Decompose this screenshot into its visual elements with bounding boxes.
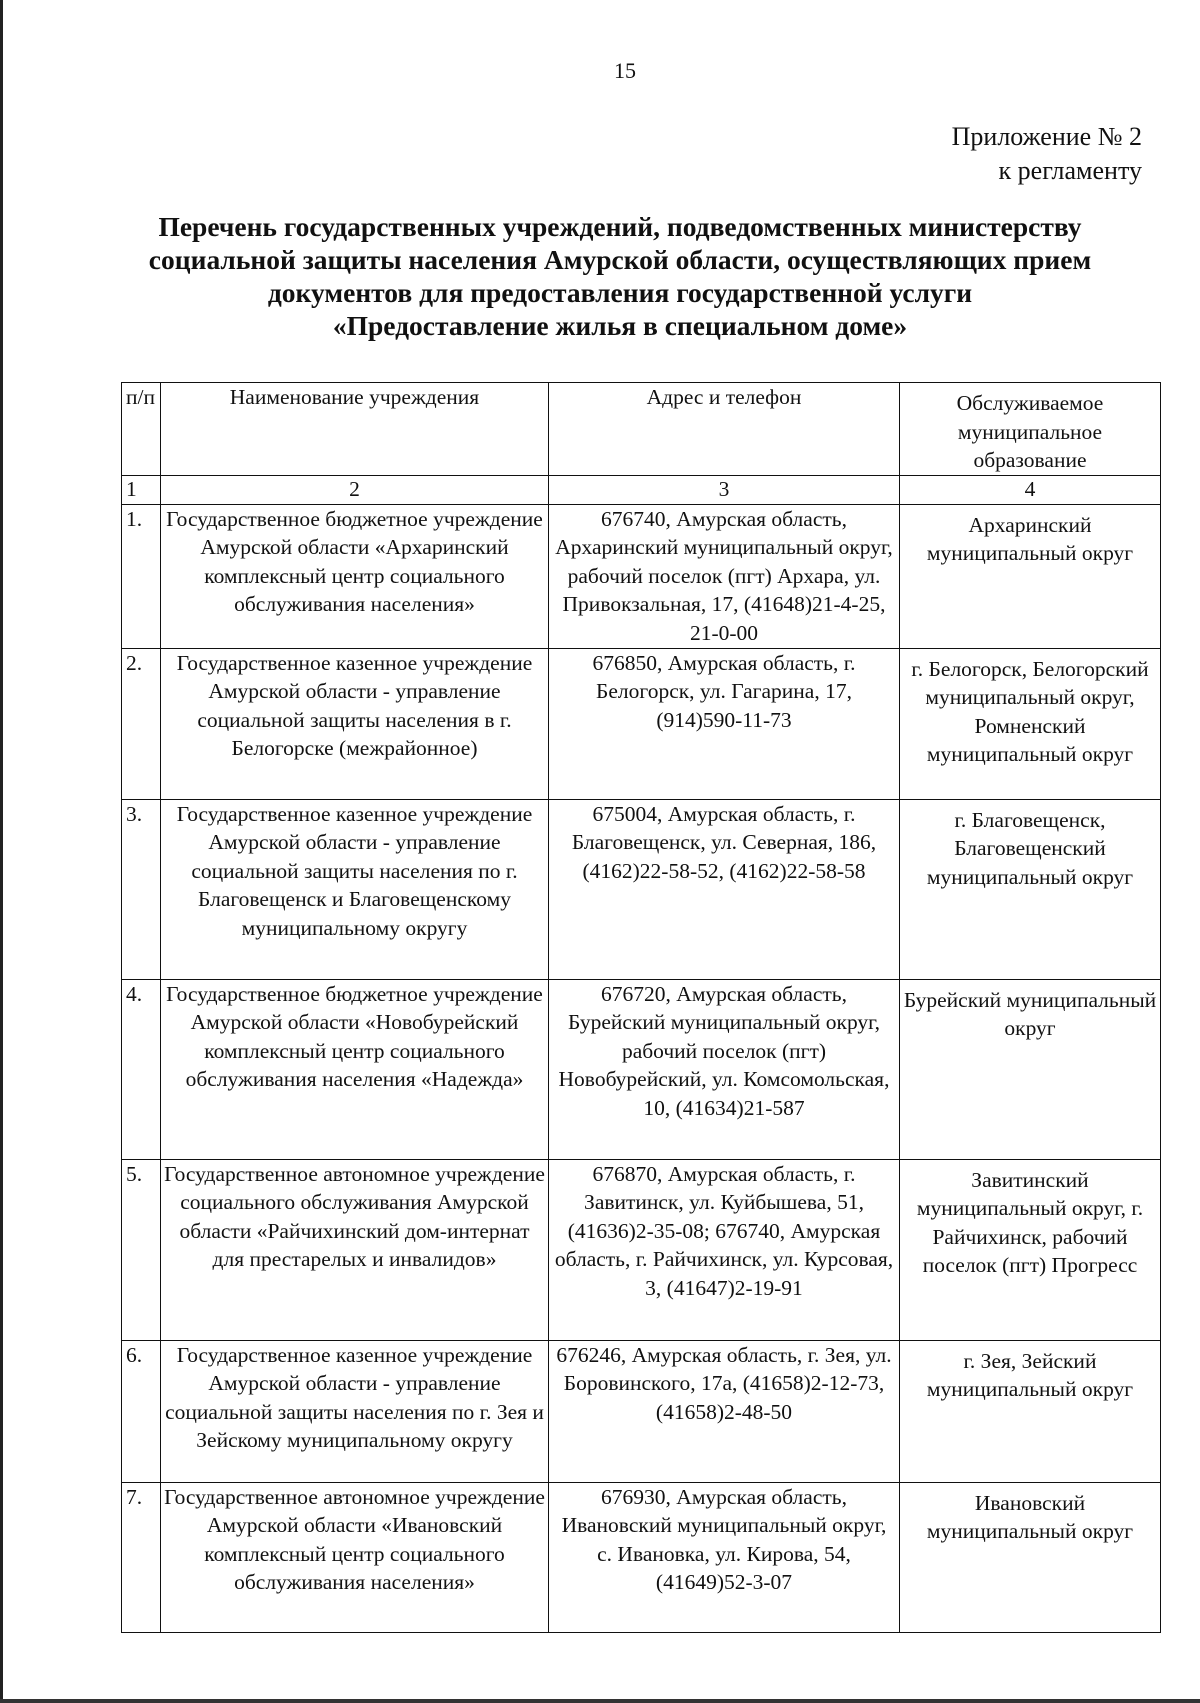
appendix-line-1: Приложение № 2 [951,122,1142,151]
institution-address: 676850, Амурская область, г. Белогорск, ул. Гагарина, 17, (914)590-11-73 [549,648,900,799]
scan-left-edge [0,0,3,1703]
scan-bottom-edge [0,1699,1200,1703]
institution-name: Государственное автономное учреждение Амурской области «Ивановский комплексный центр социального обслуживания населения» [161,1482,549,1632]
column-index-1: 1 [122,475,161,504]
institution-address: 675004, Амурская область, г. Благовещенск, ул. Северная, 186, (4162)22-58-52, (4162)22-58-58 [549,799,900,979]
header-address: Адрес и телефон [549,383,900,476]
table-row [122,648,1161,799]
served-municipality: Ивановский муниципальный округ [900,1482,1161,1632]
institution-address: 676246, Амурская область, г. Зея, ул. Боровинского, 17а, (41658)2-12-73, (41658)2-48-50 [549,1340,900,1482]
institution-address: 676720, Амурская область, Бурейский муниципальный округ, рабочий поселок (пгт) Новобурейский, ул. Комсомольская, 10, (41634)21-587 [549,979,900,1159]
header-number: п/п [122,383,161,476]
row-number: 2. [122,648,161,799]
column-index-4: 4 [900,475,1161,504]
row-number: 3. [122,799,161,979]
institution-name: Государственное казенное учреждение Амурской области - управление социальной защиты населения в г. Белогорске (межрайонное) [161,648,549,799]
header-name: Наименование учреждения [161,383,549,476]
served-municipality: г. Зея, Зейский муниципальный округ [900,1340,1161,1482]
page-number: 15 [614,58,636,83]
institution-name: Государственное бюджетное учреждение Амурской области «Архаринский комплексный центр социального обслуживания населения» [161,504,549,648]
served-municipality: Бурейский муниципальный округ [900,979,1161,1159]
served-municipality: Архаринский муниципальный округ [900,504,1161,648]
header-municipality: Обслуживаемое муниципальное образование [900,383,1161,476]
institution-name: Государственное казенное учреждение Амурской области - управление социальной защиты населения по г. Зея и Зейскому муниципальному округу [161,1340,549,1482]
title-line-3: документов для предоставления государственной услуги [267,277,973,308]
row-number: 1. [122,504,161,648]
table-row [122,799,1161,979]
table-row [122,1482,1161,1632]
title-line-2: социальной защиты населения Амурской области, осуществляющих прием [148,244,1092,275]
row-number: 6. [122,1340,161,1482]
table-row [122,1340,1161,1482]
table-index-row [122,475,1161,504]
served-municipality: г. Благовещенск, Благовещенский муниципальный округ [900,799,1161,979]
document-title [120,210,1120,342]
title-line-4: «Предоставление жилья в специальном доме» [332,310,908,341]
served-municipality: г. Белогорск, Белогорский муниципальный округ, Ромненский муниципальный округ [900,648,1161,799]
row-number: 4. [122,979,161,1159]
served-municipality: Завитинский муниципальный округ, г. Райчихинск, рабочий поселок (пгт) Прогресс [900,1159,1161,1340]
table-header-row [122,383,1161,476]
table-row [122,979,1161,1159]
table-row [122,504,1161,648]
row-number: 7. [122,1482,161,1632]
appendix-line-2: к регламенту [998,156,1142,185]
appendix-heading [952,120,1142,188]
column-index-2: 2 [161,475,549,504]
column-index-3: 3 [549,475,900,504]
table-row [122,1159,1161,1340]
row-number: 5. [122,1159,161,1340]
institution-name: Государственное автономное учреждение социального обслуживания Амурской области «Райчихинский дом-интернат для престарелых и инвалидов» [161,1159,549,1340]
institutions-table [121,382,1161,1633]
title-line-1: Перечень государственных учреждений, подведомственных министерству [158,211,1082,242]
institution-address: 676870, Амурская область, г. Завитинск, ул. Куйбышева, 51, (41636)2-35-08; 676740, Амурская область, г. Райчихинск, ул. Курсовая, 3, (41647)2-19-91 [549,1159,900,1340]
institution-name: Государственное казенное учреждение Амурской области - управление социальной защиты населения по г. Благовещенск и Благовещенскому муниципальному округу [161,799,549,979]
institution-address: 676740, Амурская область, Архаринский муниципальный округ, рабочий поселок (пгт) Архара, ул. Привокзальная, 17, (41648)21-4-25, 21-0-00 [549,504,900,648]
institution-address: 676930, Амурская область, Ивановский муниципальный округ, с. Ивановка, ул. Кирова, 54, (41649)52-3-07 [549,1482,900,1632]
institution-name: Государственное бюджетное учреждение Амурской области «Новобурейский комплексный центр социального обслуживания населения «Надежда» [161,979,549,1159]
